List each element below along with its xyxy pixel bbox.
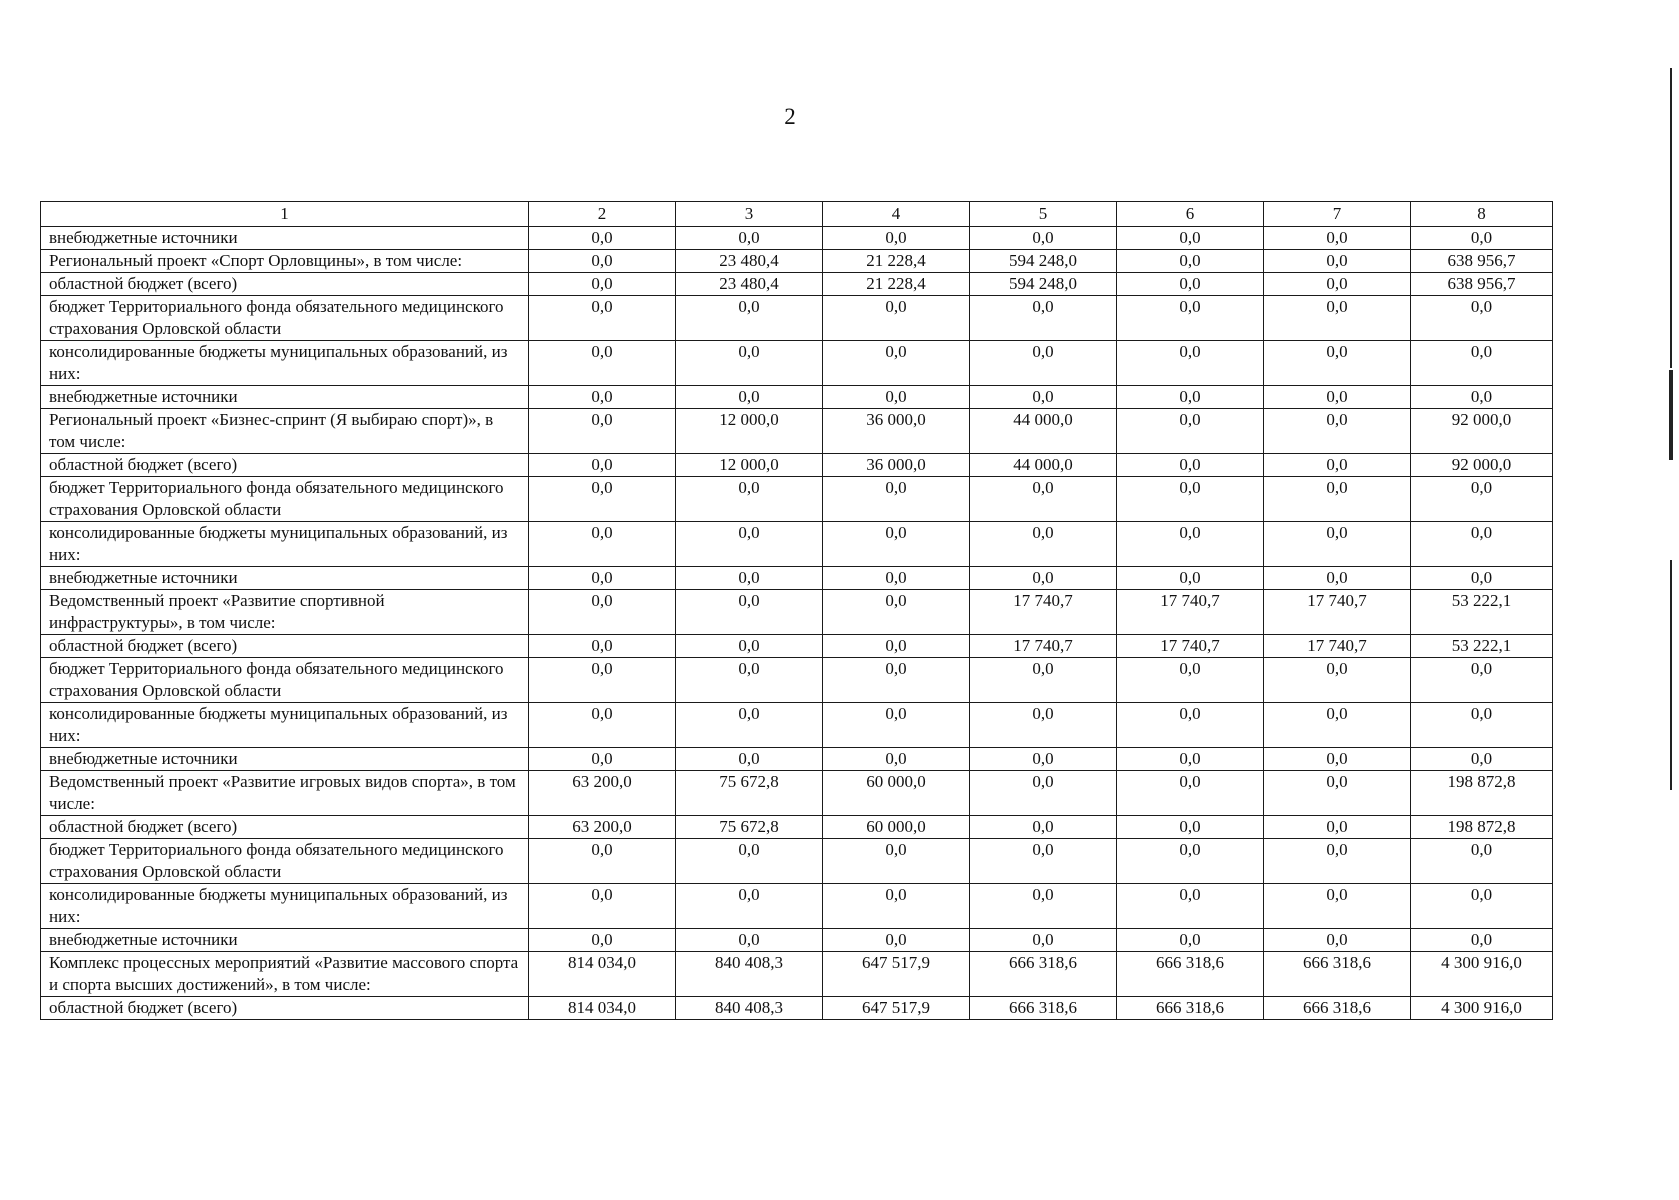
value-cell: 92 000,0 <box>1411 454 1553 477</box>
value-cell: 53 222,1 <box>1411 590 1553 635</box>
row-label: внебюджетные источники <box>41 386 529 409</box>
value-cell: 0,0 <box>529 748 676 771</box>
value-cell: 840 408,3 <box>676 997 823 1020</box>
value-cell: 63 200,0 <box>529 816 676 839</box>
value-cell: 0,0 <box>970 567 1117 590</box>
value-cell: 198 872,8 <box>1411 816 1553 839</box>
row-label: Региональный проект «Бизнес-спринт (Я выбираю спорт)», в том числе: <box>41 409 529 454</box>
row-label: бюджет Территориального фонда обязательного медицинского страхования Орловской области <box>41 296 529 341</box>
value-cell: 0,0 <box>1117 929 1264 952</box>
value-cell: 23 480,4 <box>676 250 823 273</box>
value-cell: 0,0 <box>529 839 676 884</box>
value-cell: 0,0 <box>823 567 970 590</box>
value-cell: 0,0 <box>1264 296 1411 341</box>
value-cell: 17 740,7 <box>1264 635 1411 658</box>
value-cell: 0,0 <box>823 386 970 409</box>
value-cell: 0,0 <box>1264 567 1411 590</box>
row-label: консолидированные бюджеты муниципальных образований, из них: <box>41 522 529 567</box>
budget-table <box>40 201 1553 1020</box>
table-row <box>41 839 1553 884</box>
value-cell: 0,0 <box>676 929 823 952</box>
value-cell: 0,0 <box>1264 250 1411 273</box>
value-cell: 0,0 <box>529 590 676 635</box>
value-cell: 0,0 <box>676 341 823 386</box>
column-header: 1 <box>41 202 529 227</box>
column-header: 3 <box>676 202 823 227</box>
column-header: 6 <box>1117 202 1264 227</box>
value-cell: 0,0 <box>1411 341 1553 386</box>
value-cell: 0,0 <box>1411 929 1553 952</box>
value-cell: 0,0 <box>1117 454 1264 477</box>
value-cell: 0,0 <box>529 250 676 273</box>
row-label: областной бюджет (всего) <box>41 635 529 658</box>
value-cell: 0,0 <box>529 522 676 567</box>
value-cell: 0,0 <box>1264 748 1411 771</box>
value-cell: 0,0 <box>676 590 823 635</box>
page-number: 2 <box>784 104 796 129</box>
value-cell: 0,0 <box>970 477 1117 522</box>
value-cell: 0,0 <box>529 386 676 409</box>
value-cell: 0,0 <box>676 703 823 748</box>
value-cell: 0,0 <box>529 341 676 386</box>
table-row <box>41 296 1553 341</box>
value-cell: 0,0 <box>676 748 823 771</box>
value-cell: 814 034,0 <box>529 952 676 997</box>
table-row <box>41 748 1553 771</box>
value-cell: 21 228,4 <box>823 273 970 296</box>
value-cell: 0,0 <box>529 884 676 929</box>
table-row <box>41 703 1553 748</box>
value-cell: 0,0 <box>1117 703 1264 748</box>
row-label: внебюджетные источники <box>41 929 529 952</box>
value-cell: 198 872,8 <box>1411 771 1553 816</box>
value-cell: 44 000,0 <box>970 409 1117 454</box>
value-cell: 647 517,9 <box>823 997 970 1020</box>
row-label: областной бюджет (всего) <box>41 273 529 296</box>
value-cell: 0,0 <box>529 658 676 703</box>
table-row <box>41 997 1553 1020</box>
row-label: областной бюджет (всего) <box>41 816 529 839</box>
value-cell: 0,0 <box>970 816 1117 839</box>
value-cell: 0,0 <box>529 409 676 454</box>
value-cell: 594 248,0 <box>970 250 1117 273</box>
scan-edge-mark <box>1670 560 1672 790</box>
value-cell: 23 480,4 <box>676 273 823 296</box>
row-label: бюджет Территориального фонда обязательного медицинского страхования Орловской области <box>41 658 529 703</box>
table-row <box>41 273 1553 296</box>
value-cell: 0,0 <box>1264 839 1411 884</box>
value-cell: 0,0 <box>676 477 823 522</box>
value-cell: 75 672,8 <box>676 771 823 816</box>
value-cell: 0,0 <box>1117 884 1264 929</box>
row-label: Ведомственный проект «Развитие спортивной инфраструктуры», в том числе: <box>41 590 529 635</box>
value-cell: 0,0 <box>676 635 823 658</box>
value-cell: 0,0 <box>676 567 823 590</box>
value-cell: 0,0 <box>529 477 676 522</box>
value-cell: 0,0 <box>1117 771 1264 816</box>
value-cell: 0,0 <box>1117 273 1264 296</box>
value-cell: 36 000,0 <box>823 454 970 477</box>
value-cell: 0,0 <box>823 884 970 929</box>
value-cell: 666 318,6 <box>1264 997 1411 1020</box>
table-row <box>41 590 1553 635</box>
value-cell: 0,0 <box>529 567 676 590</box>
value-cell: 0,0 <box>823 590 970 635</box>
scan-edge-mark <box>1670 68 1672 368</box>
value-cell: 0,0 <box>1117 567 1264 590</box>
column-header: 5 <box>970 202 1117 227</box>
row-label: Региональный проект «Спорт Орловщины», в том числе: <box>41 250 529 273</box>
value-cell: 0,0 <box>823 748 970 771</box>
value-cell: 0,0 <box>676 658 823 703</box>
table-row <box>41 477 1553 522</box>
value-cell: 0,0 <box>1117 477 1264 522</box>
row-label: бюджет Территориального фонда обязательного медицинского страхования Орловской области <box>41 477 529 522</box>
value-cell: 0,0 <box>1264 771 1411 816</box>
table-row <box>41 386 1553 409</box>
table-row <box>41 250 1553 273</box>
value-cell: 0,0 <box>1264 522 1411 567</box>
value-cell: 17 740,7 <box>1264 590 1411 635</box>
value-cell: 17 740,7 <box>970 635 1117 658</box>
row-label: Ведомственный проект «Развитие игровых видов спорта», в том числе: <box>41 771 529 816</box>
value-cell: 0,0 <box>676 296 823 341</box>
value-cell: 0,0 <box>676 839 823 884</box>
value-cell: 17 740,7 <box>1117 635 1264 658</box>
value-cell: 0,0 <box>1117 748 1264 771</box>
value-cell: 17 740,7 <box>970 590 1117 635</box>
value-cell: 0,0 <box>1264 386 1411 409</box>
row-label: бюджет Территориального фонда обязательного медицинского страхования Орловской области <box>41 839 529 884</box>
value-cell: 63 200,0 <box>529 771 676 816</box>
value-cell: 0,0 <box>676 386 823 409</box>
value-cell: 594 248,0 <box>970 273 1117 296</box>
table-row <box>41 816 1553 839</box>
table-row <box>41 409 1553 454</box>
table-row <box>41 522 1553 567</box>
value-cell: 60 000,0 <box>823 771 970 816</box>
value-cell: 0,0 <box>1264 477 1411 522</box>
value-cell: 4 300 916,0 <box>1411 952 1553 997</box>
value-cell: 17 740,7 <box>1117 590 1264 635</box>
value-cell: 840 408,3 <box>676 952 823 997</box>
row-label: областной бюджет (всего) <box>41 997 529 1020</box>
value-cell: 0,0 <box>970 658 1117 703</box>
value-cell: 0,0 <box>823 703 970 748</box>
value-cell: 75 672,8 <box>676 816 823 839</box>
value-cell: 12 000,0 <box>676 409 823 454</box>
value-cell: 0,0 <box>970 748 1117 771</box>
value-cell: 0,0 <box>970 522 1117 567</box>
value-cell: 666 318,6 <box>1117 952 1264 997</box>
value-cell: 12 000,0 <box>676 454 823 477</box>
value-cell: 0,0 <box>970 771 1117 816</box>
value-cell: 814 034,0 <box>529 997 676 1020</box>
value-cell: 0,0 <box>1264 884 1411 929</box>
column-header: 2 <box>529 202 676 227</box>
value-cell: 0,0 <box>1117 250 1264 273</box>
value-cell: 0,0 <box>970 386 1117 409</box>
value-cell: 0,0 <box>676 522 823 567</box>
value-cell: 92 000,0 <box>1411 409 1553 454</box>
table-row <box>41 567 1553 590</box>
value-cell: 0,0 <box>1117 227 1264 250</box>
value-cell: 0,0 <box>1411 567 1553 590</box>
table-row <box>41 884 1553 929</box>
value-cell: 0,0 <box>529 296 676 341</box>
value-cell: 0,0 <box>1264 703 1411 748</box>
value-cell: 0,0 <box>1264 273 1411 296</box>
table-header-row <box>41 202 1553 227</box>
scan-edge-mark <box>1669 370 1673 460</box>
table-row <box>41 227 1553 250</box>
value-cell: 0,0 <box>1264 658 1411 703</box>
value-cell: 0,0 <box>823 227 970 250</box>
value-cell: 0,0 <box>529 703 676 748</box>
value-cell: 0,0 <box>1411 703 1553 748</box>
row-label: областной бюджет (всего) <box>41 454 529 477</box>
value-cell: 0,0 <box>823 929 970 952</box>
value-cell: 0,0 <box>1411 658 1553 703</box>
value-cell: 21 228,4 <box>823 250 970 273</box>
value-cell: 0,0 <box>823 522 970 567</box>
value-cell: 638 956,7 <box>1411 250 1553 273</box>
column-header: 4 <box>823 202 970 227</box>
value-cell: 0,0 <box>1117 341 1264 386</box>
value-cell: 0,0 <box>823 635 970 658</box>
value-cell: 0,0 <box>823 296 970 341</box>
row-label: консолидированные бюджеты муниципальных образований, из них: <box>41 341 529 386</box>
row-label: Комплекс процессных мероприятий «Развитие массового спорта и спорта высших достижений», в том числе: <box>41 952 529 997</box>
value-cell: 666 318,6 <box>1117 997 1264 1020</box>
value-cell: 0,0 <box>1411 296 1553 341</box>
value-cell: 0,0 <box>970 929 1117 952</box>
value-cell: 0,0 <box>1411 748 1553 771</box>
row-label: внебюджетные источники <box>41 748 529 771</box>
value-cell: 647 517,9 <box>823 952 970 997</box>
value-cell: 0,0 <box>1264 227 1411 250</box>
value-cell: 666 318,6 <box>1264 952 1411 997</box>
value-cell: 0,0 <box>970 839 1117 884</box>
value-cell: 60 000,0 <box>823 816 970 839</box>
value-cell: 666 318,6 <box>970 952 1117 997</box>
table-row <box>41 341 1553 386</box>
value-cell: 0,0 <box>676 884 823 929</box>
value-cell: 0,0 <box>529 227 676 250</box>
value-cell: 666 318,6 <box>970 997 1117 1020</box>
column-header: 8 <box>1411 202 1553 227</box>
table-row <box>41 771 1553 816</box>
value-cell: 0,0 <box>823 839 970 884</box>
value-cell: 0,0 <box>1117 839 1264 884</box>
value-cell: 0,0 <box>1411 477 1553 522</box>
value-cell: 44 000,0 <box>970 454 1117 477</box>
value-cell: 0,0 <box>970 296 1117 341</box>
value-cell: 0,0 <box>529 929 676 952</box>
value-cell: 0,0 <box>823 477 970 522</box>
value-cell: 0,0 <box>529 273 676 296</box>
value-cell: 53 222,1 <box>1411 635 1553 658</box>
value-cell: 0,0 <box>1411 884 1553 929</box>
table-row <box>41 929 1553 952</box>
value-cell: 0,0 <box>1264 341 1411 386</box>
value-cell: 0,0 <box>676 227 823 250</box>
row-label: внебюджетные источники <box>41 567 529 590</box>
value-cell: 0,0 <box>823 658 970 703</box>
value-cell: 0,0 <box>1264 816 1411 839</box>
value-cell: 0,0 <box>1117 296 1264 341</box>
value-cell: 0,0 <box>1411 227 1553 250</box>
value-cell: 0,0 <box>529 454 676 477</box>
value-cell: 0,0 <box>1411 522 1553 567</box>
table-row <box>41 952 1553 997</box>
value-cell: 0,0 <box>823 341 970 386</box>
value-cell: 0,0 <box>1117 386 1264 409</box>
table-row <box>41 454 1553 477</box>
column-header: 7 <box>1264 202 1411 227</box>
value-cell: 638 956,7 <box>1411 273 1553 296</box>
value-cell: 0,0 <box>970 703 1117 748</box>
value-cell: 0,0 <box>1117 658 1264 703</box>
value-cell: 0,0 <box>1264 454 1411 477</box>
value-cell: 0,0 <box>1117 816 1264 839</box>
value-cell: 0,0 <box>970 884 1117 929</box>
table-row <box>41 635 1553 658</box>
value-cell: 36 000,0 <box>823 409 970 454</box>
value-cell: 0,0 <box>1264 929 1411 952</box>
value-cell: 0,0 <box>970 227 1117 250</box>
value-cell: 0,0 <box>529 635 676 658</box>
value-cell: 0,0 <box>1117 409 1264 454</box>
value-cell: 0,0 <box>1411 839 1553 884</box>
value-cell: 0,0 <box>1264 409 1411 454</box>
row-label: внебюджетные источники <box>41 227 529 250</box>
value-cell: 0,0 <box>1411 386 1553 409</box>
value-cell: 0,0 <box>970 341 1117 386</box>
value-cell: 4 300 916,0 <box>1411 997 1553 1020</box>
row-label: консолидированные бюджеты муниципальных образований, из них: <box>41 703 529 748</box>
value-cell: 0,0 <box>1117 522 1264 567</box>
row-label: консолидированные бюджеты муниципальных образований, из них: <box>41 884 529 929</box>
table-row <box>41 658 1553 703</box>
